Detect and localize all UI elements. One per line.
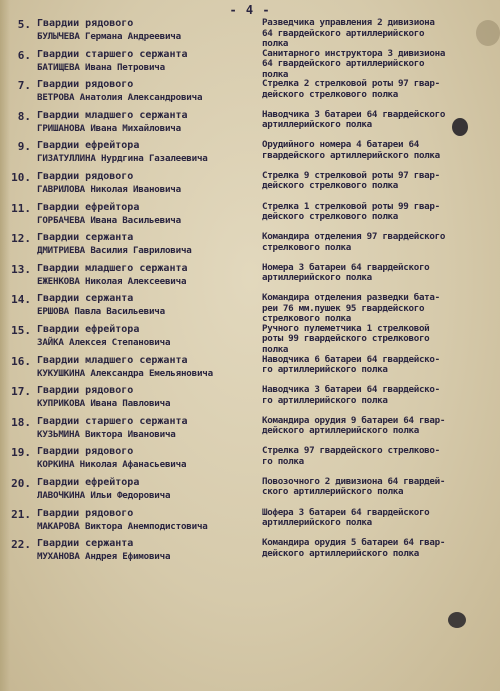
entry-role-line: Наводчика 3 батареи 64 гвардейского (262, 109, 446, 120)
entry-role (262, 538, 500, 559)
entry-role-line: ского артиллерийского полка (262, 486, 404, 498)
entry-role-line: дейского стрелкового полка (262, 211, 399, 223)
entry-rank: Гвардии младшего сержанта (37, 262, 188, 274)
entry-number: 11. (11, 201, 31, 215)
entry-role-line: Командира отделения 97 гвардейского (262, 232, 446, 243)
list-item (0, 508, 500, 539)
entry-role-line: полка (262, 68, 289, 80)
entry-role (262, 293, 500, 325)
entry-name: КУЗЬМИНА Виктора Ивановича (37, 428, 176, 440)
entry-role-line: стрелкового полка (262, 313, 351, 325)
list-item (0, 202, 500, 233)
entry-rank: Гвардии сержанта (37, 293, 134, 305)
list-item (0, 18, 500, 49)
entry-rank: Гвардии рядового (37, 170, 134, 182)
entry-role-line: дейского артиллерийского полка (262, 547, 419, 559)
list-item (0, 110, 500, 141)
entry-role-line: 64 гвардейского артиллерийского (262, 58, 425, 70)
entry-number: 20. (11, 476, 31, 490)
entry-name: ГИЗАТУЛЛИНА Нурдгина Газалеевича (37, 153, 208, 165)
entry-number: 7. (17, 79, 31, 93)
list-item (0, 140, 500, 171)
entry-number: 15. (11, 323, 31, 337)
entry-role-line: Стрелка 9 стрелковой роты 97 гвар- (262, 170, 440, 181)
entry-rank: Гвардии ефрейтора (37, 201, 140, 213)
entry-number: 8. (17, 109, 31, 123)
entry-role (262, 18, 500, 50)
entry-role-line: Шофера 3 батареи 64 гвардейского (262, 507, 430, 518)
entry-name: БАТИЩЕВА Ивана Петровича (37, 61, 165, 73)
entry-role-line: Стрелка 1 стрелковой роты 99 гвар- (262, 201, 440, 212)
entry-rank: Гвардии сержанта (37, 232, 134, 244)
entry-role-line: Командира отделения разведки бата- (262, 293, 440, 304)
page-number: - 4 - (229, 3, 271, 17)
entry-name: ДМИТРИЕВА Василия Гавриловича (37, 245, 192, 257)
list-item (0, 79, 500, 110)
entry-rank: Гвардии старшего сержанта (37, 415, 188, 427)
entry-role (262, 79, 500, 100)
entry-rank: Гвардии рядового (37, 18, 134, 29)
entry-role-line: полка (262, 38, 289, 49)
entry-role (262, 232, 500, 253)
entry-role-line: Командира орудия 9 батареи 64 гвар- (262, 415, 446, 426)
entry-rank: Гвардии рядового (37, 507, 134, 519)
entry-role-line: дейского стрелкового полка (262, 180, 399, 192)
entry-number: 13. (11, 262, 31, 276)
entry-rank: Гвардии младшего сержанта (37, 109, 188, 121)
list-item (0, 263, 500, 294)
entry-role-line: Наводчика 3 батареи 64 гвардейско- (262, 385, 440, 396)
list-item (0, 446, 500, 477)
entry-role (262, 446, 500, 467)
entry-role-line: артиллерийского полка (262, 119, 372, 131)
entry-role-line: Командира орудия 5 батареи 64 гвар- (262, 538, 446, 549)
entry-role-line: стрелкового полка (262, 241, 351, 253)
entry-number: 5. (17, 18, 31, 31)
entry-name: ЗАЙКА Алексея Степановича (37, 336, 171, 348)
entry-name: ГАВРИЛОВА Николая Ивановича (37, 183, 181, 195)
entry-role-line: Санитарного инструктора 3 дивизиона (262, 48, 446, 59)
entry-number: 19. (11, 446, 31, 460)
entry-rank: Гвардии рядового (37, 446, 134, 458)
entry-role (262, 324, 500, 356)
entry-number: 12. (11, 232, 31, 246)
ink-stain (476, 20, 500, 46)
entry-rank: Гвардии ефрейтора (37, 476, 140, 488)
entry-number: 18. (11, 415, 31, 429)
entry-role-line: Наводчика 6 батареи 64 гвардейско- (262, 354, 440, 365)
list-item (0, 171, 500, 202)
entry-name: МАКАРОВА Виктора Анемподистовича (37, 520, 208, 532)
award-list (0, 18, 500, 569)
entry-number: 9. (17, 140, 31, 154)
list-item (0, 355, 500, 386)
entry-role-line: го полка (262, 455, 304, 467)
entry-role-line: дейского стрелкового полка (262, 88, 399, 100)
entry-role (262, 140, 500, 161)
entry-number: 17. (11, 385, 31, 399)
entry-role-line: гвардейского артиллерийского полка (262, 149, 440, 161)
list-item (0, 538, 500, 569)
entry-role-line: Ручного пулеметчика 1 стрелковой (262, 323, 430, 334)
list-item (0, 416, 500, 447)
entry-role-line: Стрелка 97 гвардейского стрелково- (262, 446, 440, 457)
entry-role-line: 64 гвардейского артиллерийского (262, 27, 425, 39)
entry-role (262, 171, 500, 192)
entry-role (262, 477, 500, 498)
entry-role (262, 385, 500, 406)
entry-role-line: роты 99 гвардейского стрелкового (262, 333, 430, 345)
ink-stain (448, 612, 466, 628)
entry-number: 14. (11, 293, 31, 307)
entry-name: ГОРБАЧЕВА Ивана Васильевича (37, 214, 181, 226)
list-item (0, 385, 500, 416)
entry-role (262, 263, 500, 284)
entry-role-line: Номера 3 батареи 64 гвардейского (262, 262, 430, 273)
entry-role-line: артиллерийского полка (262, 517, 372, 528)
entry-rank: Гвардии старшего сержанта (37, 48, 188, 60)
entry-name: БУЛЫЧЕВА Германа Андреевича (37, 31, 181, 42)
entry-role-line: Разведчика управления 2 дивизиона (262, 18, 435, 28)
ink-stain (452, 118, 468, 136)
entry-name: КУПРИКОВА Ивана Павловича (37, 398, 171, 410)
entry-role-line: артиллерийского полка (262, 272, 372, 284)
entry-number: 16. (11, 354, 31, 368)
list-item (0, 232, 500, 263)
entry-name: КОРКИНА Николая Афанасьевича (37, 459, 187, 471)
entry-name: МУХАНОВА Андрея Ефимовича (37, 551, 171, 563)
entry-number: 10. (11, 170, 31, 184)
entry-role-line: Орудийного номера 4 батареи 64 (262, 140, 419, 151)
entry-role-line: Стрелка 2 стрелковой роты 97 гвар- (262, 79, 440, 90)
entry-rank: Гвардии ефрейтора (37, 140, 140, 152)
entry-rank: Гвардии рядового (37, 385, 134, 397)
entry-role-line: реи 76 мм.пушек 95 гвардейского (262, 302, 425, 314)
entry-role-line: го артиллерийского полка (262, 394, 388, 406)
entry-name: ГРИШАНОВА Ивана Михайловича (37, 122, 181, 134)
entry-name: КУКУШКИНА Александра Емельяновича (37, 367, 213, 379)
entry-role (262, 416, 500, 437)
entry-name: ЛАВОЧКИНА Ильи Федоровича (37, 489, 171, 501)
entry-role (262, 508, 500, 529)
entry-name: ЕРШОВА Павла Васильевича (37, 306, 165, 318)
entry-number: 21. (11, 507, 31, 521)
entry-role-line: Повозочного 2 дивизиона 64 гвардей- (262, 476, 446, 487)
list-item (0, 49, 500, 80)
list-item (0, 477, 500, 508)
entry-rank: Гвардии рядового (37, 79, 134, 91)
entry-role-line: го артиллерийского полка (262, 364, 388, 376)
entry-role (262, 202, 500, 223)
entry-number: 6. (17, 48, 31, 62)
entry-rank: Гвардии сержанта (37, 538, 134, 550)
list-item (0, 324, 500, 355)
entry-role (262, 355, 500, 376)
list-item (0, 293, 500, 324)
entry-number: 22. (11, 538, 31, 552)
entry-rank: Гвардии младшего сержанта (37, 354, 188, 366)
entry-role (262, 49, 500, 81)
entry-rank: Гвардии ефрейтора (37, 323, 140, 335)
entry-role-line: дейского артиллерийского полка (262, 425, 419, 437)
entry-name: ЕЖЕНКОВА Николая Алексеевича (37, 275, 187, 287)
entry-role-line: полка (262, 343, 289, 355)
entry-name: ВЕТРОВА Анатолия Александровича (37, 92, 203, 104)
